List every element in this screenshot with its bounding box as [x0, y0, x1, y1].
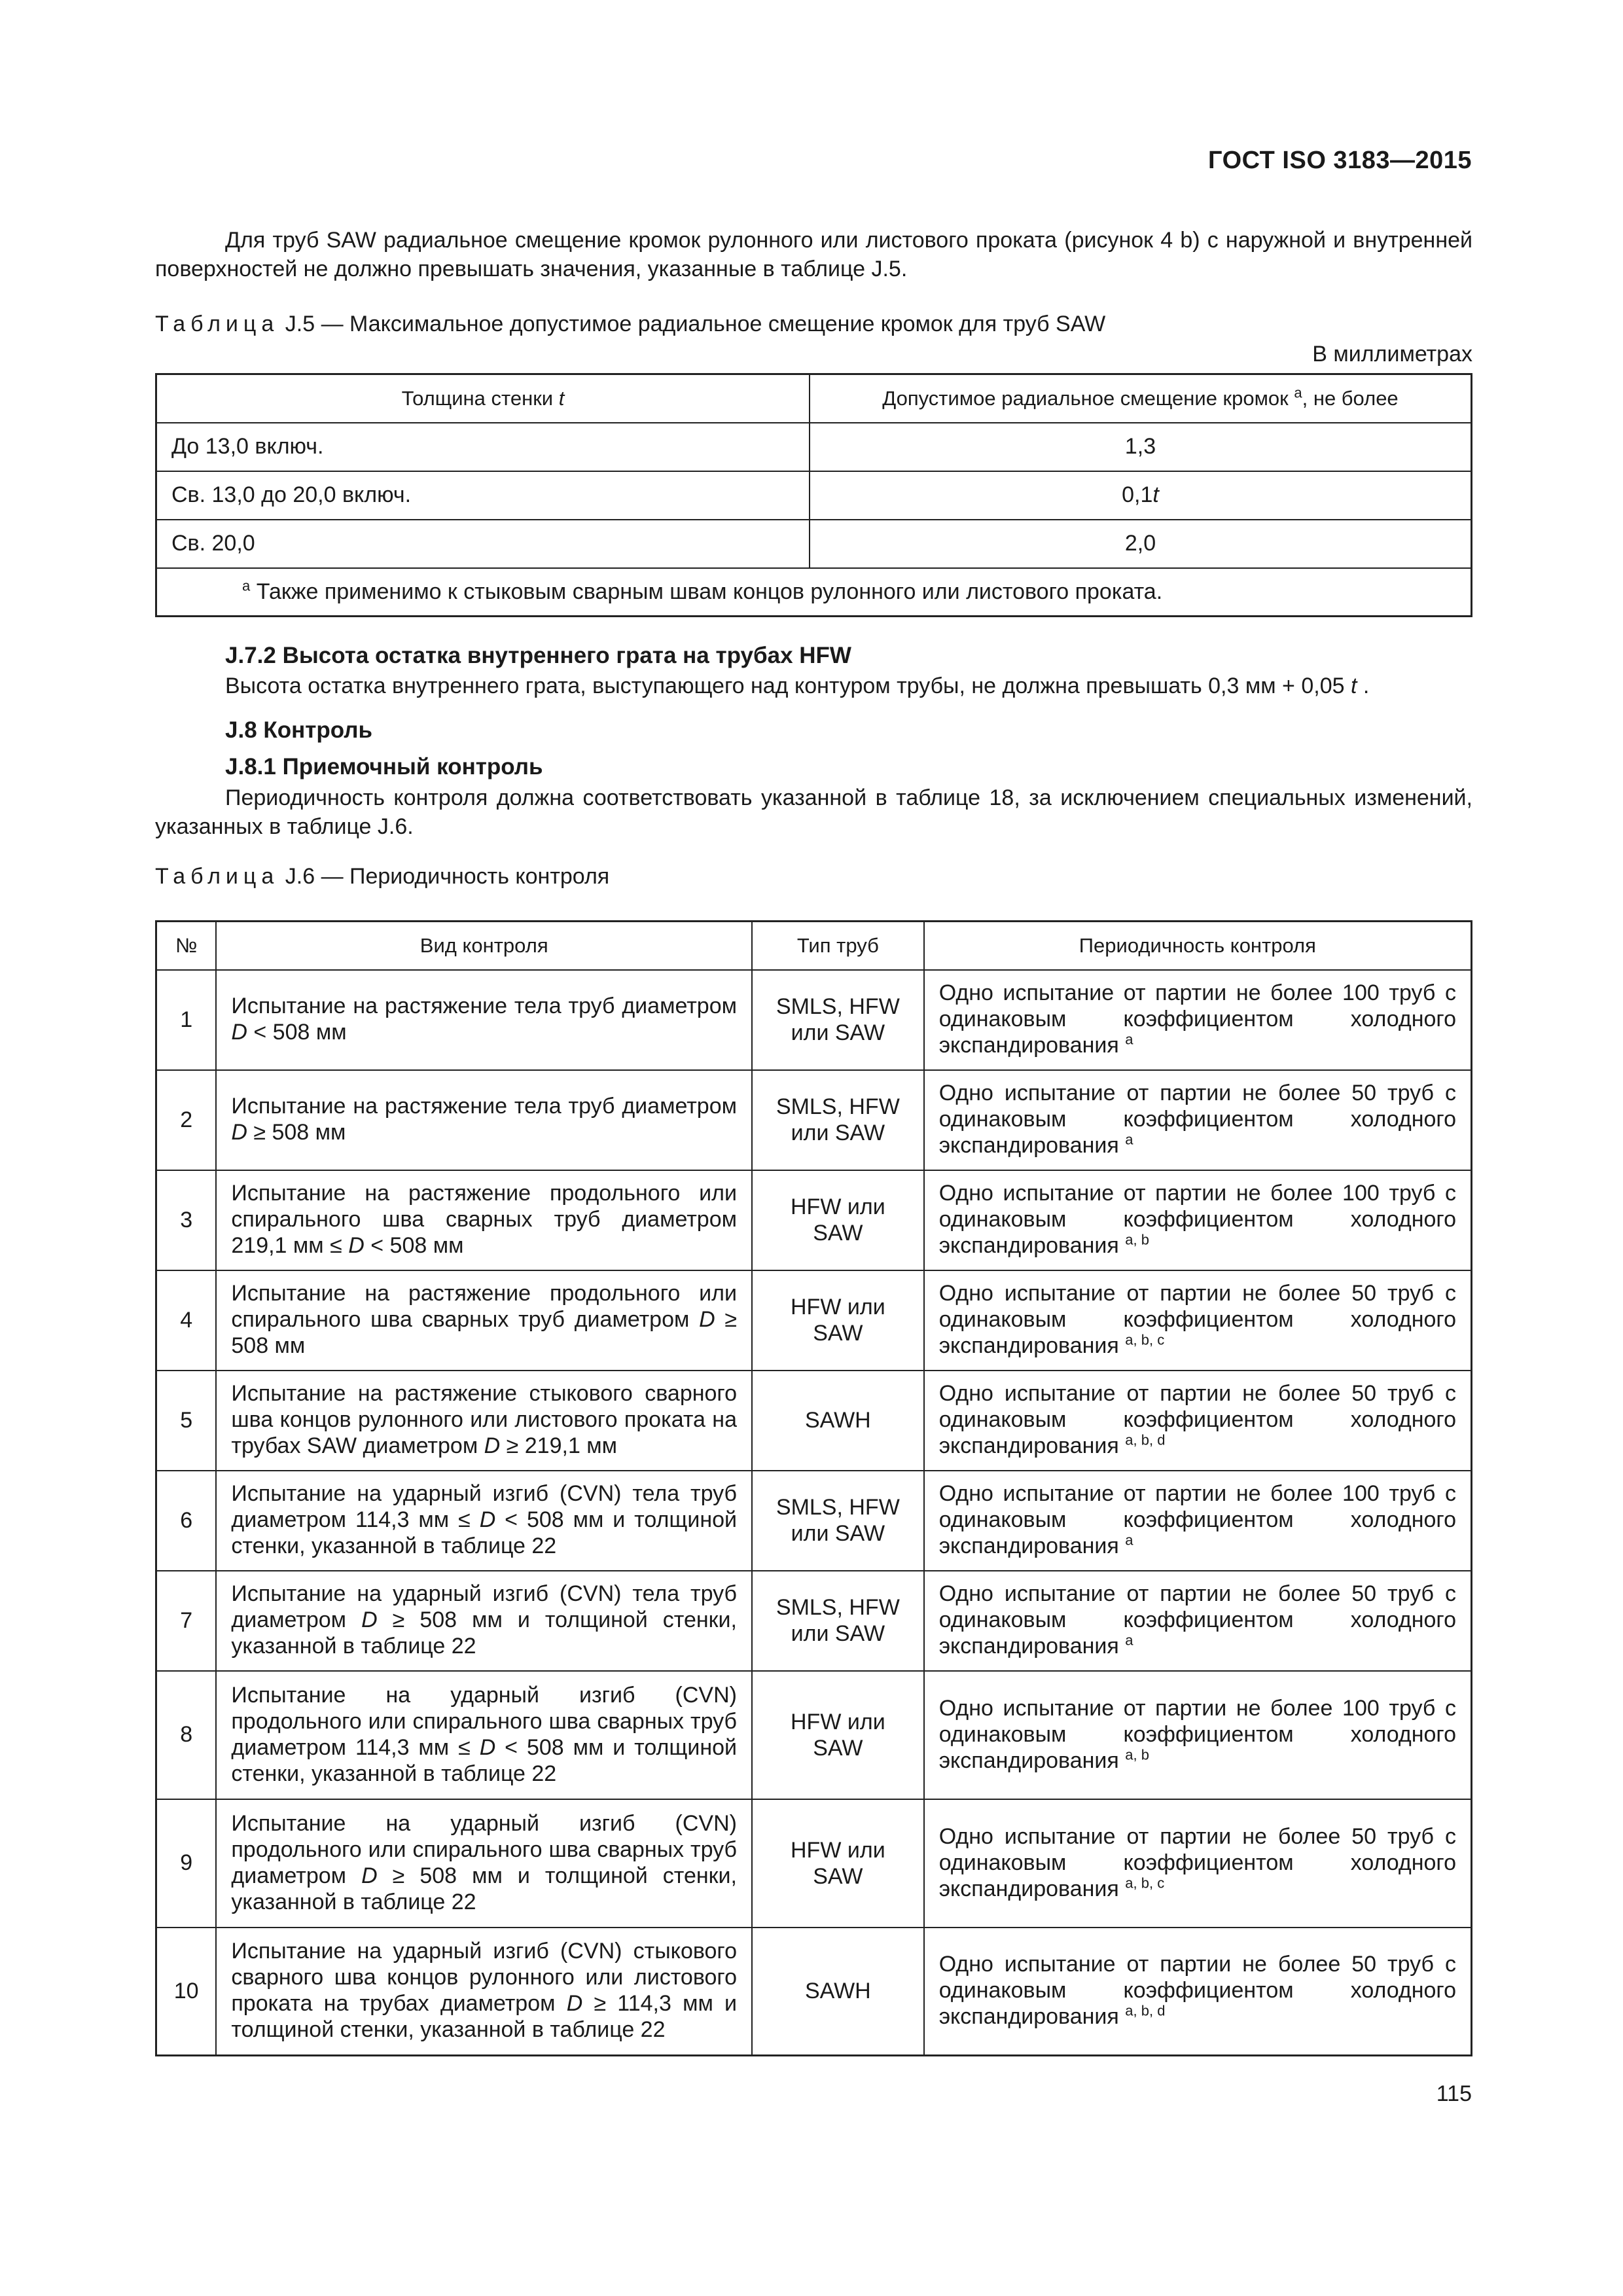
pipe-type-cell: SMLS, HFW или SAW: [752, 1070, 924, 1170]
footnote-marker: a: [1125, 1532, 1133, 1549]
table-row: [156, 1928, 1472, 2056]
offset-cell: 1,3: [810, 423, 1472, 471]
test-kind-cell: Испытание на ударный изгиб (CVN) продольного или спирального шва сварных труб диаметром 114,3 мм ≤ D < 508 мм и толщиной стенки, указанной в таблице 22: [216, 1671, 752, 1799]
row-number-cell: 4: [156, 1270, 217, 1371]
frequency-cell: [924, 970, 1472, 1070]
table-row: [156, 1799, 1472, 1928]
table-j5-col-offset-label: Допустимое радиальное смещение кромок: [882, 386, 1289, 410]
row-number-cell: 7: [156, 1571, 217, 1671]
footnote-text: Также применимо к стыковым сварным швам концов рулонного или листового проката.: [256, 579, 1163, 604]
frequency-cell: [924, 1928, 1472, 2056]
table-j6-header-row: [156, 922, 1472, 970]
pipe-type-cell: HFW или SAW: [752, 1270, 924, 1371]
frequency-cell: [924, 1170, 1472, 1270]
table-j6-caption-text: J.6 — Периодичность контроля: [285, 864, 610, 889]
frequency-text: Одно испытание от партии не более 50 труб с одинаковым коэффициентом холодного экспандирования: [938, 1581, 1456, 1659]
table-row: [156, 423, 1472, 471]
section-j72-heading: J.7.2 Высота остатка внутреннего грата на трубах HFW: [225, 643, 851, 668]
thickness-cell: До 13,0 включ.: [156, 423, 810, 471]
offset-cell: 2,0: [810, 520, 1472, 568]
pipe-type-cell: HFW или SAW: [752, 1671, 924, 1799]
test-kind-cell: Испытание на ударный изгиб (CVN) тела труб диаметром 114,3 мм ≤ D < 508 мм и толщиной стенки, указанной в таблице 22: [216, 1471, 752, 1571]
section-j81-text: Периодичность контроля должна соответствовать указанной в таблице 18, за исключением специальных изменений, указанных в таблице J.6.: [155, 785, 1472, 839]
table-j5-footnote-row: [156, 568, 1472, 617]
table-j5: [155, 373, 1472, 617]
frequency-cell: [924, 1270, 1472, 1371]
table-j5-header-row: [156, 374, 1472, 423]
frequency-text: Одно испытание от партии не более 50 труб с одинаковым коэффициентом холодного экспандирования: [938, 1952, 1456, 2030]
test-kind-cell: Испытание на растяжение тела труб диаметром D ≥ 508 мм: [216, 1070, 752, 1170]
table-j6-col-pipe: Тип труб: [752, 922, 924, 970]
footnote-marker: a: [1294, 384, 1302, 401]
section-j72-text: Высота остатка внутреннего грата, выступающего над контуром трубы, не должна превышать 0,3 мм + 0,05 t .: [225, 673, 1370, 698]
footnote-marker: a: [1125, 1131, 1133, 1148]
page-number: 115: [1436, 2081, 1472, 2106]
frequency-text: Одно испытание от партии не более 100 труб с одинаковым коэффициентом холодного экспандирования: [938, 1181, 1456, 1258]
table-row: [156, 1371, 1472, 1471]
row-number-cell: 6: [156, 1471, 217, 1571]
pipe-type-cell: SMLS, HFW или SAW: [752, 970, 924, 1070]
row-number-cell: 2: [156, 1070, 217, 1170]
pipe-type-cell: SMLS, HFW или SAW: [752, 1471, 924, 1571]
table-j5-footnote: [156, 568, 1472, 617]
table-j5-caption-prefix: Таблица: [155, 312, 279, 336]
table-row: [156, 1471, 1472, 1571]
pipe-type-cell: SAWH: [752, 1928, 924, 2056]
table-j5-col-offset: [810, 374, 1472, 423]
frequency-text: Одно испытание от партии не более 100 труб с одинаковым коэффициентом холодного экспандирования: [938, 980, 1456, 1058]
table-j6-col-no: №: [156, 922, 217, 970]
table-j6-col-freq: Периодичность контроля: [924, 922, 1472, 970]
document-code: ГОСТ ISO 3183—2015: [1208, 147, 1472, 174]
pipe-type-cell: SAWH: [752, 1371, 924, 1471]
section-j8-heading: J.8 Контроль: [225, 717, 373, 743]
footnote-marker: a: [1125, 1031, 1133, 1048]
table-j5-col-offset-tail: , не более: [1302, 386, 1399, 410]
table-row: [156, 471, 1472, 520]
offset-cell: 0,1t: [810, 471, 1472, 520]
table-row: [156, 1671, 1472, 1799]
table-row: [156, 520, 1472, 568]
pipe-type-cell: SMLS, HFW или SAW: [752, 1571, 924, 1671]
table-j5-units: В миллиметрах: [1312, 342, 1472, 367]
frequency-cell: [924, 1471, 1472, 1571]
row-number-cell: 5: [156, 1371, 217, 1471]
table-row: [156, 1270, 1472, 1371]
footnote-marker: a, b: [1125, 1231, 1149, 1248]
footnote-marker: a: [1125, 1632, 1133, 1649]
pipe-type-cell: HFW или SAW: [752, 1799, 924, 1928]
frequency-cell: [924, 1070, 1472, 1170]
table-j6-caption: [155, 864, 609, 889]
table-j5-col-thickness-label: Толщина стенки t: [401, 386, 565, 410]
table-row: [156, 1070, 1472, 1170]
row-number-cell: 9: [156, 1799, 217, 1928]
footnote-marker: a: [242, 577, 251, 594]
row-number-cell: 3: [156, 1170, 217, 1270]
table-row: [156, 1571, 1472, 1671]
frequency-text: Одно испытание от партии не более 100 труб с одинаковым коэффициентом холодного экспандирования: [938, 1481, 1456, 1558]
frequency-cell: [924, 1371, 1472, 1471]
test-kind-cell: Испытание на растяжение стыкового сварного шва концов рулонного или листового проката на трубах SAW диаметром D ≥ 219,1 мм: [216, 1371, 752, 1471]
footnote-marker: a, b: [1125, 1746, 1149, 1763]
test-kind-cell: Испытание на растяжение продольного или спирального шва сварных труб диаметром D ≥ 508 мм: [216, 1270, 752, 1371]
frequency-text: Одно испытание от партии не более 50 труб с одинаковым коэффициентом холодного экспандирования: [938, 1081, 1456, 1158]
footnote-marker: a, b, c: [1125, 1874, 1165, 1892]
thickness-cell: Св. 13,0 до 20,0 включ.: [156, 471, 810, 520]
footnote-marker: a, b, d: [1125, 1431, 1166, 1448]
pipe-type-cell: HFW или SAW: [752, 1170, 924, 1270]
thickness-cell: Св. 20,0: [156, 520, 810, 568]
frequency-text: Одно испытание от партии не более 100 труб с одинаковым коэффициентом холодного экспандирования: [938, 1695, 1456, 1773]
table-j5-caption: [155, 312, 1105, 337]
table-row: [156, 970, 1472, 1070]
row-number-cell: 10: [156, 1928, 217, 2056]
test-kind-cell: Испытание на ударный изгиб (CVN) продольного или спирального шва сварных труб диаметром D ≥ 508 мм и толщиной стенки, указанной в таблице 22: [216, 1799, 752, 1928]
footnote-marker: a, b, c: [1125, 1331, 1165, 1348]
table-j5-col-thickness: [156, 374, 810, 423]
table-j6-caption-prefix: Таблица: [155, 864, 279, 889]
table-j6: [155, 920, 1472, 2056]
test-kind-cell: Испытание на растяжение продольного или спирального шва сварных труб диаметром 219,1 мм ≤ D < 508 мм: [216, 1170, 752, 1270]
intro-paragraph: Для труб SAW радиальное смещение кромок рулонного или листового проката (рисунок 4 b) с наружной и внутренней поверхностей не должно превышать значения, указанные в таблице J.5.: [155, 228, 1472, 281]
row-number-cell: 8: [156, 1671, 217, 1799]
test-kind-cell: Испытание на ударный изгиб (CVN) тела труб диаметром D ≥ 508 мм и толщиной стенки, указанной в таблице 22: [216, 1571, 752, 1671]
frequency-text: Одно испытание от партии не более 50 труб с одинаковым коэффициентом холодного экспандирования: [938, 1381, 1456, 1458]
frequency-cell: [924, 1571, 1472, 1671]
section-j81-heading: J.8.1 Приемочный контроль: [225, 754, 543, 780]
test-kind-cell: Испытание на растяжение тела труб диаметром D < 508 мм: [216, 970, 752, 1070]
table-j6-col-kind: Вид контроля: [216, 922, 752, 970]
test-kind-cell: Испытание на ударный изгиб (CVN) стыкового сварного шва концов рулонного или листового проката на трубах диаметром D ≥ 114,3 мм и толщиной стенки, указанной в таблице 22: [216, 1928, 752, 2056]
table-j5-caption-text: J.5 — Максимальное допустимое радиальное смещение кромок для труб SAW: [285, 312, 1106, 336]
footnote-marker: a, b, d: [1125, 2002, 1166, 2019]
frequency-cell: [924, 1799, 1472, 1928]
table-row: [156, 1170, 1472, 1270]
frequency-text: Одно испытание от партии не более 50 труб с одинаковым коэффициентом холодного экспандирования: [938, 1823, 1456, 1901]
frequency-cell: [924, 1671, 1472, 1799]
frequency-text: Одно испытание от партии не более 50 труб с одинаковым коэффициентом холодного экспандирования: [938, 1281, 1456, 1358]
row-number-cell: 1: [156, 970, 217, 1070]
